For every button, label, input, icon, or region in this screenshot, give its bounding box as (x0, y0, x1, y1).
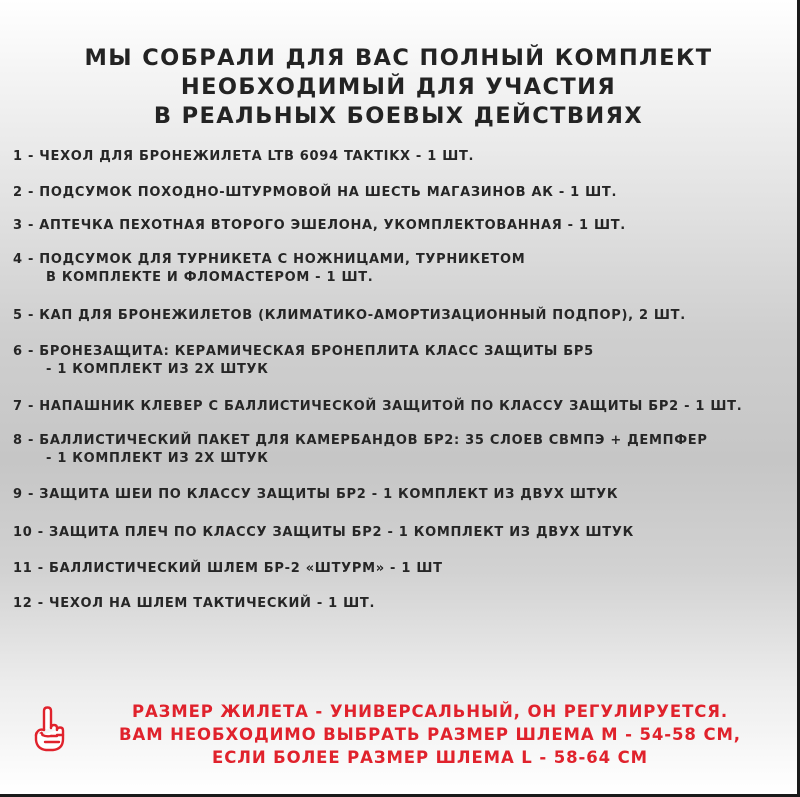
hand-pointing-up-icon (32, 706, 66, 752)
kit-item (13, 184, 617, 202)
kit-item-text: 12 - ЧЕХОЛ НА ШЛЕМ ТАКТИЧЕСКИЙ - 1 ШТ. (13, 596, 376, 611)
heading-line: МЫ СОБРАЛИ ДЛЯ ВАС ПОЛНЫЙ КОМПЛЕКТ (84, 45, 713, 71)
kit-item (13, 398, 742, 416)
kit-item-text-continued: - 1 КОМПЛЕКТ ИЗ 2Х ШТУК (46, 451, 269, 466)
heading-line: В РЕАЛЬНЫХ БОЕВЫХ ДЕЙСТВИЯХ (153, 103, 644, 129)
heading-line: НЕОБХОДИМЫЙ ДЛЯ УЧАСТИЯ (180, 74, 617, 100)
kit-item (13, 217, 626, 235)
kit-item (13, 148, 474, 166)
size-note (28, 700, 788, 772)
kit-item-text-continued: В КОМПЛЕКТЕ И ФЛОМАСТЕРОМ - 1 ШТ. (46, 270, 374, 285)
kit-item (13, 595, 375, 613)
kit-item-text: 1 - ЧЕХОЛ ДЛЯ БРОНЕЖИЛЕТА LTB 6094 TAKTIKX - 1 ШТ. (13, 149, 475, 164)
kit-item-text: 7 - НАПАШНИК КЛЕВЕР С БАЛЛИСТИЧЕСКОЙ ЗАЩИТОЙ ПО КЛАССУ ЗАЩИТЫ БР2 - 1 ШТ. (13, 399, 743, 414)
kit-item (13, 251, 525, 287)
kit-item (13, 524, 634, 542)
size-note-text (70, 700, 790, 769)
kit-item-text: 3 - АПТЕЧКА ПЕХОТНАЯ ВТОРОГО ЭШЕЛОНА, УКОМПЛЕКТОВАННАЯ - 1 ШТ. (13, 218, 626, 233)
kit-item (13, 307, 686, 325)
kit-item (13, 343, 594, 379)
kit-item-text: 10 - ЗАЩИТА ПЛЕЧ ПО КЛАССУ ЗАЩИТЫ БР2 - 1 КОМПЛЕКТ ИЗ ДВУХ ШТУК (13, 525, 634, 540)
kit-item (13, 486, 618, 504)
size-note-line: ЕСЛИ БОЛЕЕ РАЗМЕР ШЛЕМА L - 58-64 СМ (212, 748, 648, 767)
kit-item-text-continued: - 1 КОМПЛЕКТ ИЗ 2Х ШТУК (46, 362, 269, 377)
kit-item-text: 2 - ПОДСУМОК ПОХОДНО-ШТУРМОВОЙ НА ШЕСТЬ МАГАЗИНОВ АК - 1 ШТ. (13, 185, 618, 200)
kit-item (13, 432, 708, 468)
kit-item-text: 6 - БРОНЕЗАЩИТА: КЕРАМИЧЕСКАЯ БРОНЕПЛИТА КЛАСС ЗАЩИТЫ БР5 (13, 344, 594, 359)
kit-item-text: 4 - ПОДСУМОК ДЛЯ ТУРНИКЕТА С НОЖНИЦАМИ, ТУРНИКЕТОМ (13, 252, 526, 267)
kit-item-text: 8 - БАЛЛИСТИЧЕСКИЙ ПАКЕТ ДЛЯ КАМЕРБАНДОВ БР2: 35 СЛОЕВ СВМПЭ + ДЕМПФЕР (13, 433, 708, 448)
kit-item-text: 9 - ЗАЩИТА ШЕИ ПО КЛАССУ ЗАЩИТЫ БР2 - 1 КОМПЛЕКТ ИЗ ДВУХ ШТУК (13, 487, 619, 502)
kit-item-text: 5 - КАП ДЛЯ БРОНЕЖИЛЕТОВ (КЛИМАТИКО-АМОРТИЗАЦИОННЫЙ ПОДПОР), 2 ШТ. (13, 308, 686, 323)
poster-heading (0, 44, 797, 131)
kit-item (13, 560, 443, 578)
size-note-line: РАЗМЕР ЖИЛЕТА - УНИВЕРСАЛЬНЫЙ, ОН РЕГУЛИРУЕТСЯ. (131, 702, 729, 721)
kit-item-text: 11 - БАЛЛИСТИЧЕСКИЙ ШЛЕМ БР-2 «ШТУРМ» - 1 ШТ (13, 561, 443, 576)
size-note-line: ВАМ НЕОБХОДИМО ВЫБРАТЬ РАЗМЕР ШЛЕМА M - 54-58 СМ, (119, 725, 741, 744)
